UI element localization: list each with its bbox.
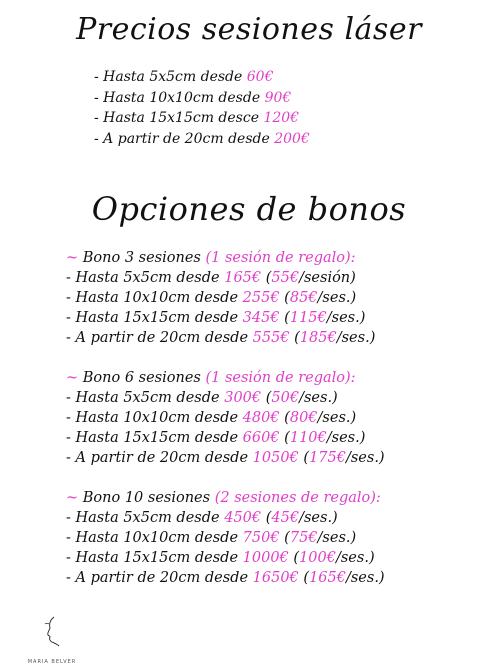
bono-line-text: - A partir de 20cm desde — [66, 330, 253, 346]
bono-line-text: - Hasta 5x5cm desde — [66, 510, 225, 526]
bono-line — [66, 548, 385, 568]
bono-price: 750€ — [242, 530, 280, 546]
bono-line-text: - Hasta 15x15cm desde — [66, 430, 243, 446]
bono-line — [66, 328, 375, 348]
bono-block — [66, 368, 385, 468]
per-session-unit: /ses.) — [317, 530, 357, 546]
bono-price: 1650€ — [252, 570, 299, 586]
price-line — [94, 129, 310, 150]
per-session-unit: /ses.) — [299, 510, 338, 526]
paren-open: ( — [279, 310, 290, 326]
paren-open: ( — [298, 450, 310, 466]
bono-price: 1050€ — [252, 450, 299, 466]
bono-price: 450€ — [224, 510, 262, 526]
price-line — [94, 108, 310, 129]
brand-logo — [24, 614, 80, 665]
price-line — [94, 88, 310, 109]
bono-name: Bono 10 sesiones — [78, 490, 215, 506]
bono-line — [66, 428, 385, 448]
bono-gift: (1 sesión de regalo): — [205, 370, 356, 386]
bono-price: 480€ — [242, 410, 280, 426]
per-session-price: 165€ — [309, 570, 346, 586]
bono-gift: (2 sesiones de regalo): — [214, 490, 381, 506]
bono-line — [66, 528, 385, 548]
bono-line-text: - Hasta 15x15cm desde — [66, 550, 243, 566]
bono-line-text: - Hasta 5x5cm desde — [66, 270, 225, 286]
price-line-text: - Hasta 10x10cm desde — [94, 89, 265, 106]
bono-price: 255€ — [242, 290, 280, 306]
price-value: 90€ — [264, 89, 292, 106]
paren-open: ( — [298, 570, 310, 586]
bono-line-text: - A partir de 20cm desde — [66, 450, 253, 466]
price-line — [94, 67, 310, 88]
bono-line — [66, 508, 385, 528]
per-session-unit: /ses.) — [345, 570, 385, 586]
per-session-price: 45€ — [271, 510, 300, 526]
paren-open: ( — [288, 550, 300, 566]
bono-line-text: - Hasta 10x10cm desde — [66, 530, 243, 546]
price-value: 200€ — [274, 130, 310, 147]
bono-gift: (1 sesión de regalo): — [205, 250, 356, 266]
per-session-unit: /ses.) — [336, 330, 376, 346]
bono-heading — [66, 488, 385, 508]
bono-line-text: - A partir de 20cm desde — [66, 570, 253, 586]
per-session-price: 110€ — [289, 430, 327, 446]
price-line-text: - Hasta 15x15cm desce — [94, 110, 264, 126]
bono-price: 660€ — [242, 430, 280, 446]
paren-open: ( — [279, 410, 290, 426]
per-session-price: 185€ — [299, 330, 337, 346]
per-session-unit: /ses.) — [317, 290, 357, 306]
bono-line — [66, 388, 385, 408]
bono-line-text: - Hasta 10x10cm desde — [66, 290, 243, 306]
paren-open: ( — [279, 530, 290, 546]
per-session-price: 100€ — [299, 550, 336, 566]
price-list — [94, 67, 310, 149]
bono-line — [66, 268, 375, 288]
bono-heading — [66, 368, 385, 388]
bono-price: 300€ — [224, 390, 262, 406]
per-session-unit: /ses.) — [335, 550, 375, 566]
bono-line-text: - Hasta 5x5cm desde — [66, 390, 225, 406]
bono-price: 555€ — [252, 330, 290, 346]
title-bonos: Opciones de bonos — [91, 190, 407, 228]
bono-price: 1000€ — [242, 550, 289, 566]
price-line-text: - Hasta 5x5cm desde — [94, 69, 247, 85]
face-outline-icon — [37, 614, 67, 654]
price-value: 60€ — [246, 69, 274, 85]
tilde-icon: ~ — [66, 250, 79, 266]
price-line-text: - A partir de 20cm desde — [94, 130, 275, 147]
paren-open: ( — [279, 290, 290, 306]
bono-line — [66, 308, 375, 328]
price-value: 120€ — [263, 110, 300, 126]
paren-open: ( — [261, 390, 272, 406]
per-session-unit: /ses.) — [326, 430, 366, 446]
bono-price: 165€ — [224, 270, 262, 286]
paren-open: ( — [279, 430, 290, 446]
tilde-icon: ~ — [66, 490, 79, 506]
bono-block — [66, 488, 385, 588]
per-session-price: 175€ — [309, 450, 346, 466]
per-session-price: 55€ — [271, 270, 300, 286]
per-session-unit: /ses.) — [299, 390, 338, 406]
per-session-price: 85€ — [289, 290, 318, 306]
bono-name: Bono 3 sesiones — [78, 250, 206, 266]
bono-line-text: - Hasta 10x10cm desde — [66, 410, 243, 426]
bono-line — [66, 568, 385, 588]
bono-name: Bono 6 sesiones — [78, 370, 206, 386]
per-session-unit: /ses.) — [326, 310, 366, 326]
bono-line — [66, 288, 375, 308]
title-prices: Precios sesiones láser — [76, 12, 422, 47]
bono-heading — [66, 248, 375, 268]
bono-line — [66, 448, 385, 468]
per-session-price: 75€ — [289, 530, 318, 546]
paren-open: ( — [261, 270, 272, 286]
bono-price: 345€ — [242, 310, 280, 326]
paren-open: ( — [289, 330, 300, 346]
logo-text: MARIA BELVER — [27, 659, 77, 665]
per-session-price: 50€ — [271, 390, 300, 406]
per-session-price: 80€ — [289, 410, 318, 426]
tilde-icon: ~ — [66, 370, 79, 386]
per-session-unit: /sesión) — [299, 270, 356, 286]
per-session-price: 115€ — [289, 310, 327, 326]
bono-line — [66, 408, 385, 428]
bono-block — [66, 248, 375, 348]
paren-open: ( — [261, 510, 272, 526]
per-session-unit: /ses.) — [317, 410, 357, 426]
bono-line-text: - Hasta 15x15cm desde — [66, 310, 243, 326]
per-session-unit: /ses.) — [345, 450, 385, 466]
